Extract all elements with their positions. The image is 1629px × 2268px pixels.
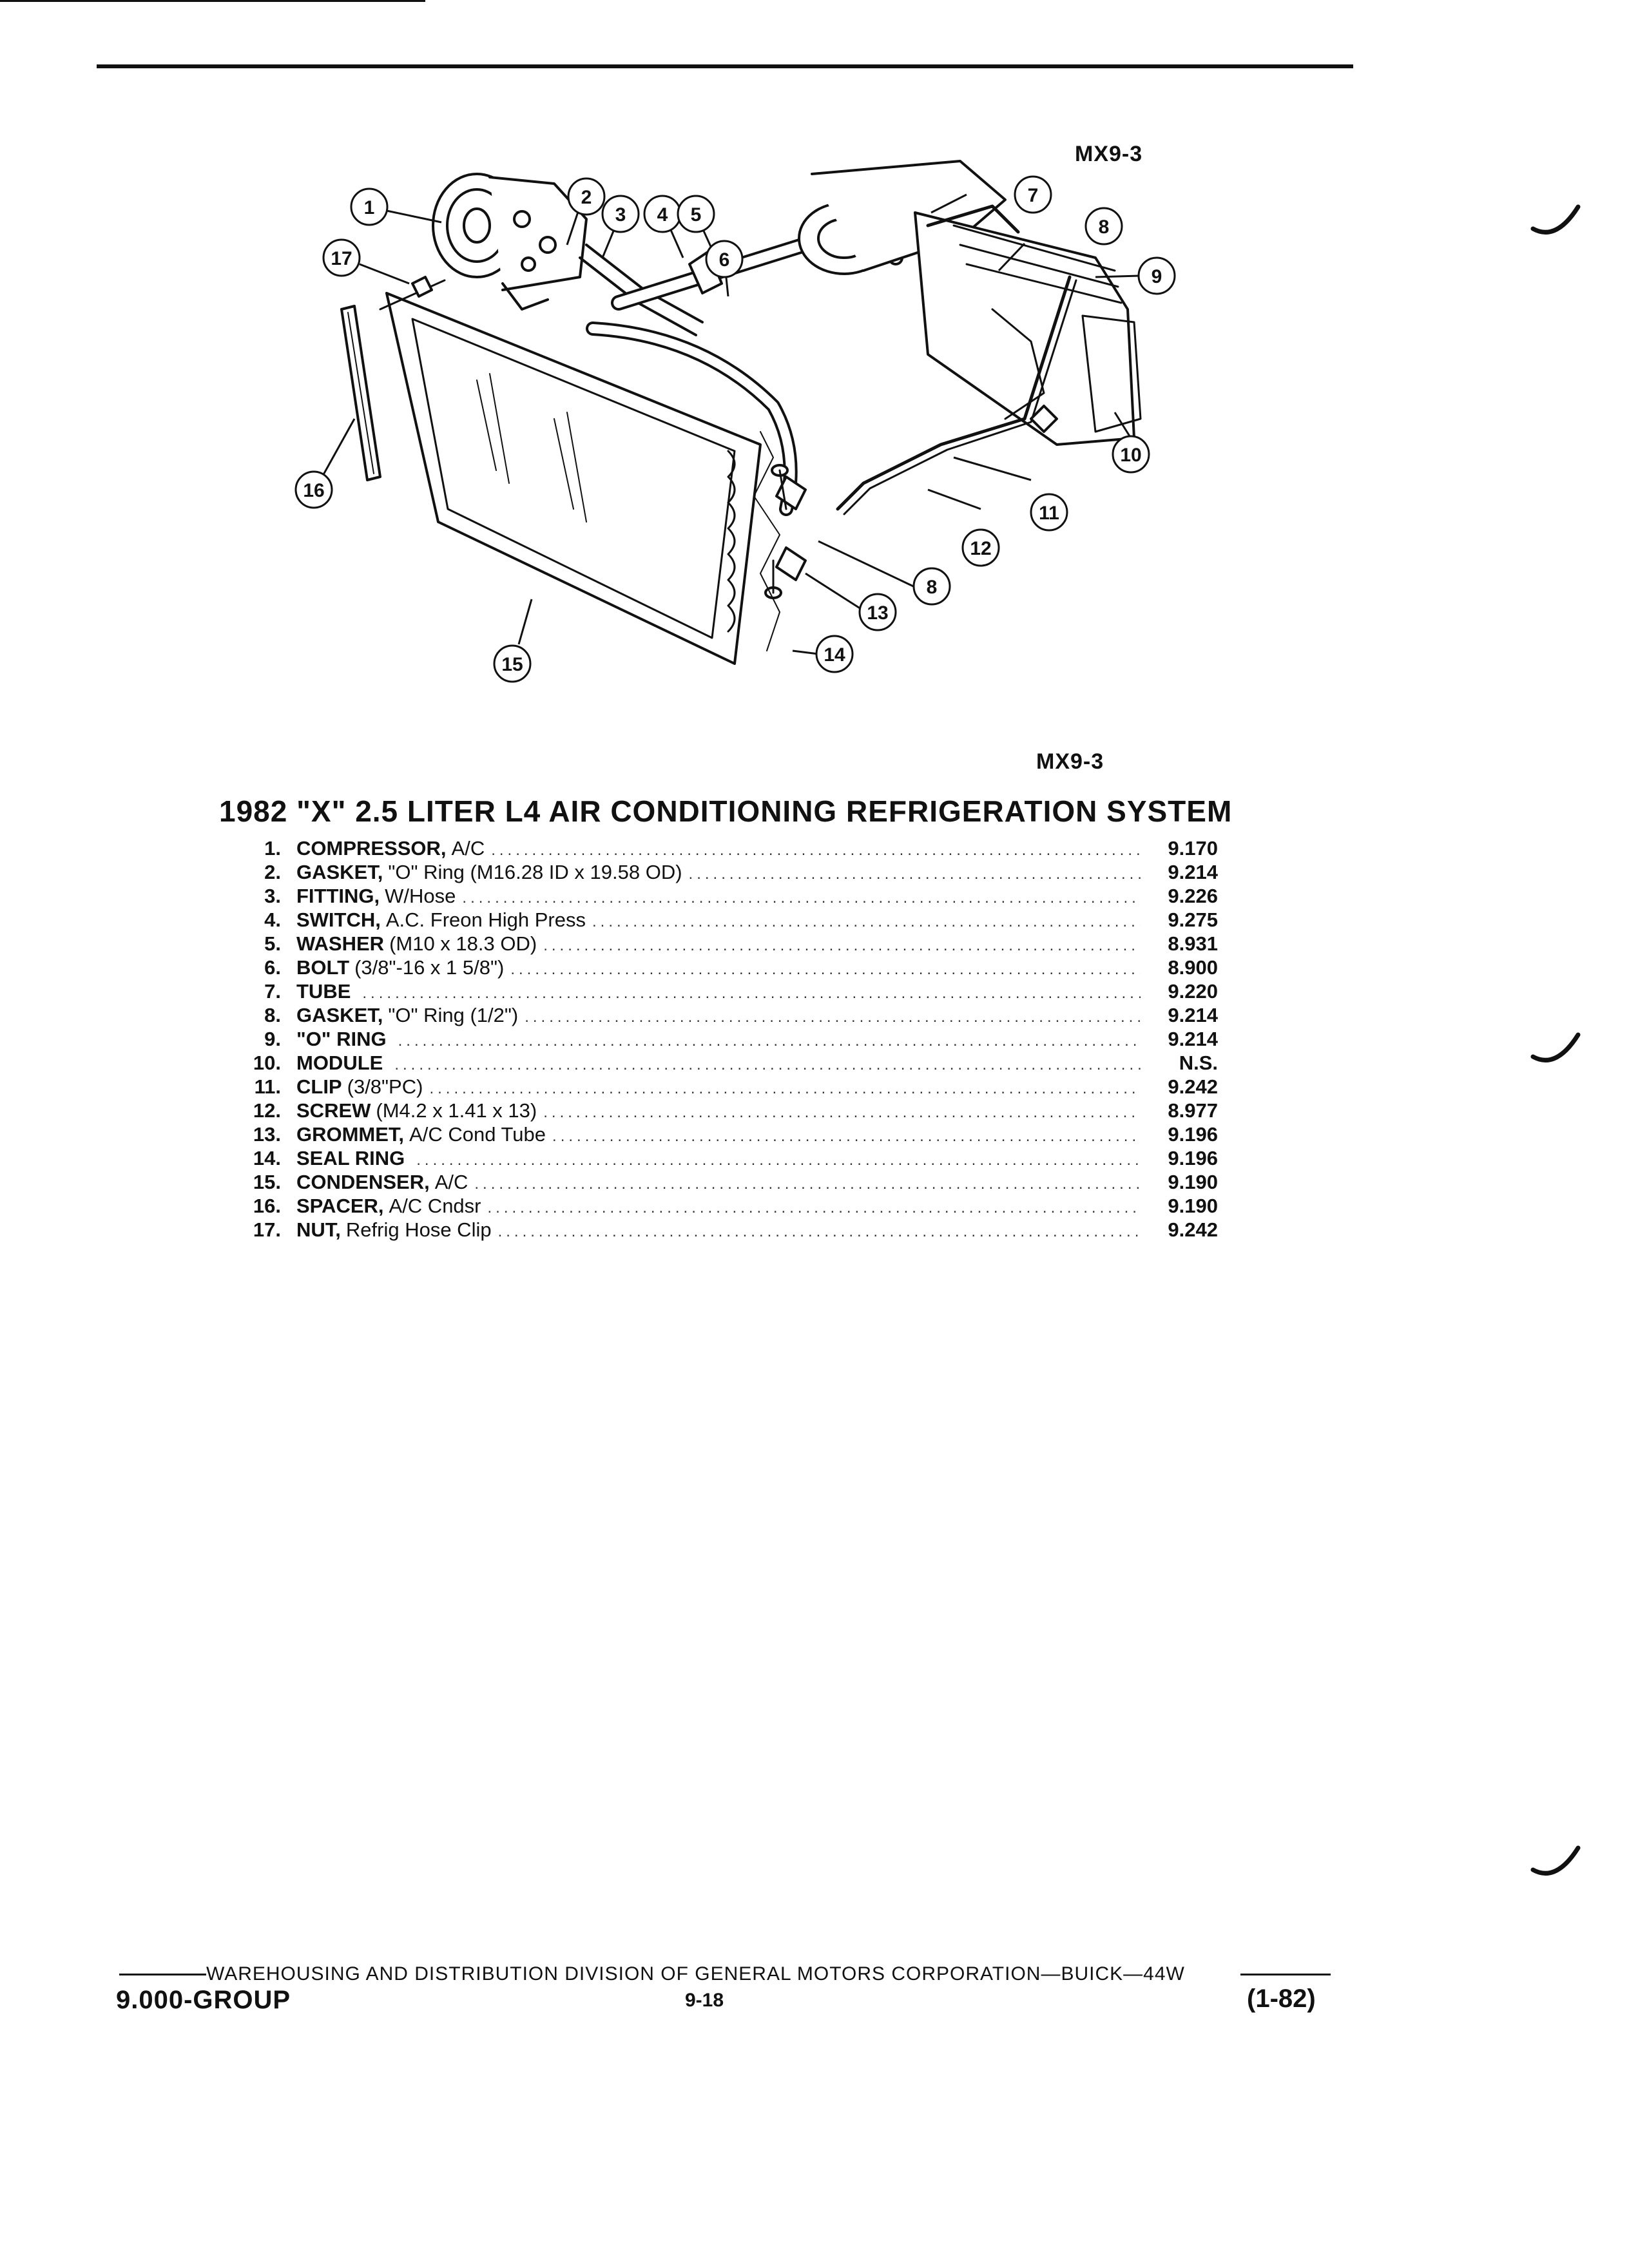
part-row: 12. SCREW (M4.2 x 1.41 x 13) ..... 8.977 xyxy=(226,1099,1218,1122)
part-row: 7. TUBE ..... 9.220 xyxy=(226,979,1218,1003)
callout-13 xyxy=(860,594,896,630)
callout-2 xyxy=(568,178,604,215)
callout-17 xyxy=(323,240,360,276)
callout-1 xyxy=(351,189,387,225)
part-row: 2. GASKET, "O" Ring (M16.28 ID x 19.58 OD) ..... 9.214 xyxy=(226,860,1218,884)
header-rule xyxy=(97,64,1353,68)
revision-date: (1-82) xyxy=(1247,1984,1316,2013)
callout-5 xyxy=(678,196,714,232)
part-row: 17. NUT, Refrig Hose Clip ..... 9.242 xyxy=(226,1218,1218,1242)
callout-8-upper xyxy=(1086,208,1122,244)
callout-4 xyxy=(644,196,680,232)
svg-text:7: 7 xyxy=(1027,185,1039,206)
svg-text:8: 8 xyxy=(926,577,938,598)
svg-text:6: 6 xyxy=(718,249,730,271)
ac-system-exploded-diagram xyxy=(284,148,1218,715)
callout-16 xyxy=(296,472,332,508)
callout-14 xyxy=(816,636,853,672)
svg-text:14: 14 xyxy=(824,644,845,666)
part-row: 4. SWITCH, A.C. Freon High Press ..... 9.275 xyxy=(226,908,1218,932)
part-row: 3. FITTING, W/Hose ..... 9.226 xyxy=(226,884,1218,908)
top-left-rule xyxy=(0,0,425,2)
part-row: 10. MODULE ..... N.S. xyxy=(226,1051,1218,1075)
footer-group-label: 9.000-GROUP xyxy=(116,1986,291,2014)
svg-text:5: 5 xyxy=(690,204,702,226)
footer-rule-left xyxy=(119,1974,206,1975)
part-row: 9. "O" RING ..... 9.214 xyxy=(226,1027,1218,1051)
part-row: 16. SPACER, A/C Cndsr ..... 9.190 xyxy=(226,1194,1218,1218)
page-number: 9-18 xyxy=(685,1990,724,2011)
svg-text:17: 17 xyxy=(331,248,352,269)
part-row: 6. BOLT (3/8"-16 x 1 5/8") ..... 8.900 xyxy=(226,956,1218,979)
callout-12 xyxy=(963,530,999,566)
svg-text:4: 4 xyxy=(657,204,668,226)
part-row: 11. CLIP (3/8"PC) ..... 9.242 xyxy=(226,1075,1218,1099)
callout-6 xyxy=(706,241,742,277)
svg-text:13: 13 xyxy=(867,602,889,624)
svg-text:1: 1 xyxy=(363,197,375,218)
callout-3 xyxy=(602,196,639,232)
svg-text:3: 3 xyxy=(615,204,626,226)
figure-code-bottom: MX9-3 xyxy=(1036,749,1104,774)
part-row: 15. CONDENSER, A/C ..... 9.190 xyxy=(226,1170,1218,1194)
callout-15 xyxy=(494,646,530,682)
callout-10 xyxy=(1113,436,1149,472)
svg-text:11: 11 xyxy=(1039,503,1059,524)
margin-mark-2 xyxy=(1530,1031,1582,1070)
parts-list xyxy=(226,836,1218,1242)
callout-9 xyxy=(1139,258,1175,294)
svg-text:10: 10 xyxy=(1120,445,1142,466)
svg-text:9: 9 xyxy=(1151,266,1162,287)
svg-text:8: 8 xyxy=(1098,216,1110,238)
svg-text:15: 15 xyxy=(501,654,523,675)
svg-text:2: 2 xyxy=(581,187,592,208)
callout-8-lower xyxy=(914,568,950,604)
footer-rule-right xyxy=(1240,1974,1331,1975)
part-row: 8. GASKET, "O" Ring (1/2") ..... 9.214 xyxy=(226,1003,1218,1027)
figure-code-top: MX9-3 xyxy=(1075,142,1143,166)
svg-text:12: 12 xyxy=(970,538,992,559)
part-row: 1. COMPRESSOR, A/C ..... 9.170 xyxy=(226,836,1218,860)
margin-mark-3 xyxy=(1530,1844,1582,1883)
part-row: 14. SEAL RING ..... 9.196 xyxy=(226,1146,1218,1170)
callout-7 xyxy=(1015,177,1051,213)
part-row: 5. WASHER (M10 x 18.3 OD) ..... 8.931 xyxy=(226,932,1218,956)
part-row: 13. GROMMET, A/C Cond Tube ..... 9.196 xyxy=(226,1122,1218,1146)
section-title: 1982 "X" 2.5 LITER L4 AIR CONDITIONING REFRIGERATION SYSTEM xyxy=(219,794,1233,828)
callout-11 xyxy=(1031,494,1067,530)
svg-text:16: 16 xyxy=(303,480,325,501)
footer-organization: WAREHOUSING AND DISTRIBUTION DIVISION OF GENERAL MOTORS CORPORATION—BUICK—44W xyxy=(206,1963,1185,1984)
margin-mark-1 xyxy=(1530,203,1582,242)
